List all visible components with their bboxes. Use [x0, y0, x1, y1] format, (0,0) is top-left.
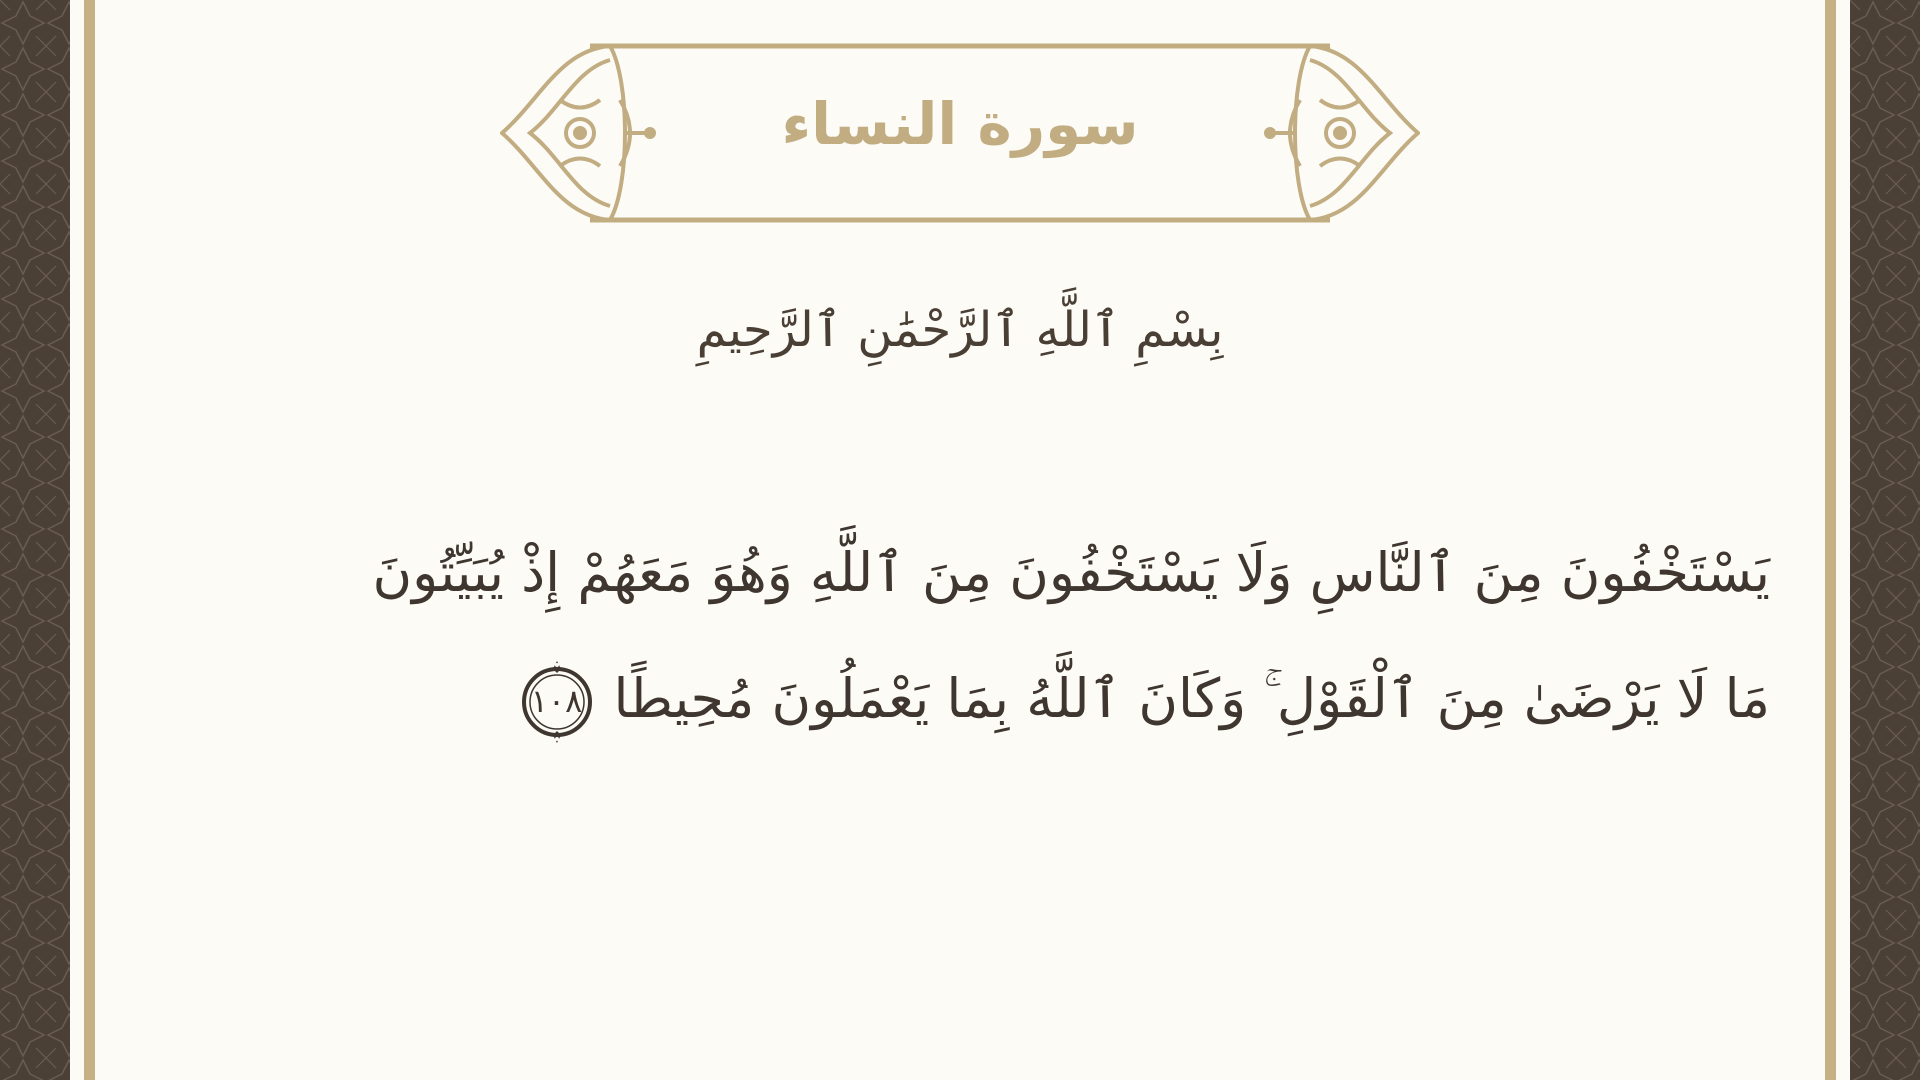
verse-text	[235, 510, 1770, 762]
ayah-number: ١٠٨	[530, 682, 583, 721]
ayah-end-marker	[514, 659, 600, 745]
verse-line-1: يَسْتَخْفُونَ مِنَ ٱلنَّاسِ وَلَا يَسْتَخْفُونَ مِنَ ٱللَّهِ وَهُوَ مَعَهُمْ إِذْ يُبَيِّتُونَ	[372, 541, 1770, 604]
right-gold-rule	[1825, 0, 1836, 1080]
right-ornamental-border	[1850, 0, 1920, 1080]
surah-header-banner	[500, 40, 1420, 230]
verse-line-2-text: مَا لَا يَرْضَىٰ مِنَ ٱلْقَوْلِ ۚ وَكَانَ ٱللَّهُ بِمَا يَعْمَلُونَ مُحِيطًا	[613, 667, 1770, 730]
left-gold-rule	[84, 0, 95, 1080]
basmala: بِسْمِ ٱللَّهِ ٱلرَّحْمَٰنِ ٱلرَّحِيمِ	[696, 302, 1224, 358]
surah-title: سورة النساء	[781, 90, 1139, 158]
verse-line-2	[235, 636, 1770, 762]
left-ornamental-border	[0, 0, 70, 1080]
page-surface	[70, 0, 1850, 1080]
